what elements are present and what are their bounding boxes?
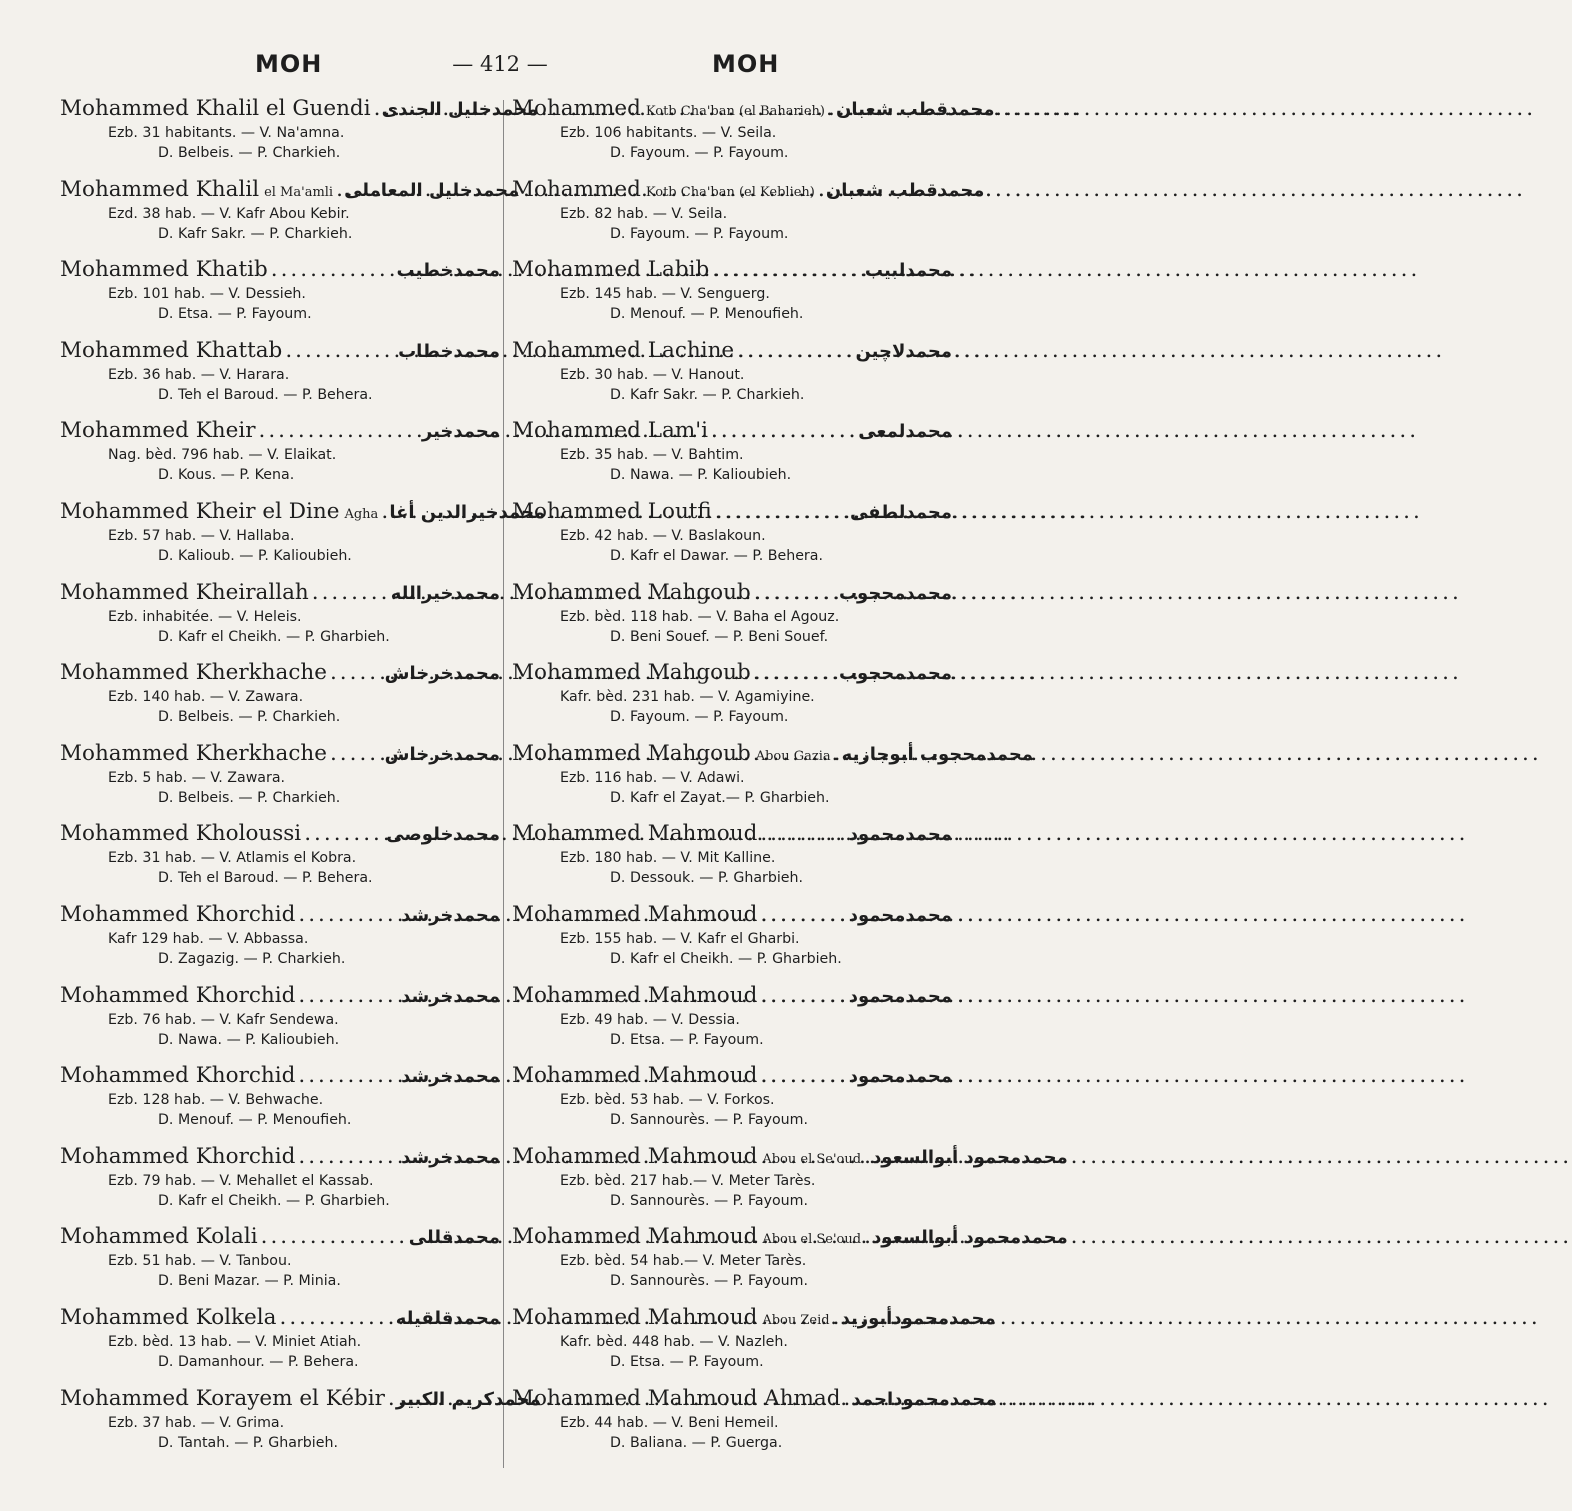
directory-entry (60, 1222, 500, 1303)
entry-locality-line: Ezb. 57 hab. — V. Hallaba. (108, 527, 295, 544)
entry-district-line: D. Kafr el Zayat.— P. Gharbieh. (610, 789, 830, 806)
directory-entry (60, 497, 546, 578)
directory-entry (60, 255, 500, 336)
entry-name-line (512, 94, 995, 123)
entry-arabic-name: محمدلاچين (855, 340, 952, 362)
dot-leader (381, 497, 387, 526)
entry-arabic-name: محمدلبيب (864, 260, 952, 282)
entry-locality-line: Kafr 129 hab. — V. Abbassa. (108, 930, 309, 947)
entry-name-line (60, 658, 500, 687)
entry-locality-line: Ezb. 76 hab. — V. Kafr Sendewa. (108, 1011, 339, 1028)
directory-entry (512, 416, 952, 497)
entry-district-line: D. Etsa. — P. Fayoum. (610, 1353, 764, 1370)
entry-arabic-name: محمدقللى (408, 1227, 500, 1249)
directory-entry (60, 336, 500, 417)
entry-name: Mohammed Kheir (60, 418, 256, 444)
entry-locality-line: Nag. bèd. 796 hab. — V. Elaikat. (108, 447, 337, 464)
entry-name-suffix: Abou Zeid (762, 1312, 830, 1328)
entry-name-suffix: Abou Gazia (755, 748, 831, 764)
entry-arabic-name: محمدخرخاش (384, 663, 500, 685)
dot-leader (312, 578, 389, 607)
entry-arabic-name: محمدكريم الكبير (395, 1388, 541, 1410)
entry-locality-line: Ezb. 128 hab. — V. Behwache. (108, 1092, 324, 1109)
dot-leader (715, 497, 848, 526)
entry-name-line (60, 981, 500, 1010)
directory-entry (60, 900, 500, 981)
dot-leader (388, 1384, 394, 1413)
entry-name-line (60, 255, 500, 284)
entry-locality-line: Kafr. bèd. 448 hab. — V. Nazleh. (560, 1333, 788, 1350)
entry-name-line (60, 497, 546, 526)
entry-name: Mohammed Khattab (60, 337, 283, 363)
directory-entry (60, 819, 500, 900)
directory-entry (512, 739, 1033, 820)
entry-locality-line: Ezb. bèd. 217 hab.— V. Meter Tarès. (560, 1172, 816, 1189)
entry-arabic-name: محمدقطب شعبان (825, 179, 985, 201)
entry-arabic-name: محمدخرشد (401, 1066, 500, 1088)
entry-arabic-name: محمدخرشد (401, 904, 500, 926)
entry-arabic-name: محمدمحمود أبوالسعود (872, 1227, 1068, 1249)
entry-name-suffix: el Ma'amli (264, 184, 334, 200)
entry-name: Mohammed Mahgoub (512, 740, 751, 766)
dot-leader (330, 658, 383, 687)
dot-leader (828, 94, 834, 123)
directory-entry (60, 1303, 500, 1384)
dot-leader (330, 739, 383, 768)
entry-locality-line: Ezb. 140 hab. — V. Zawara. (108, 689, 304, 706)
entry-name: Mohammed Mahmoud Ahmad (512, 1385, 841, 1411)
entry-name-line (512, 175, 985, 204)
entry-locality-line: Ezb. bèd. 13 hab. — V. Miniet Atiah. (108, 1333, 362, 1350)
dot-leader (259, 416, 420, 445)
entry-arabic-name: محمدمحجوب أبوجازيه (841, 743, 1033, 765)
entry-locality-line: Ezb. 82 hab. — V. Seila. (560, 205, 728, 222)
directory-entry (60, 1061, 500, 1142)
directory-entry (512, 175, 985, 256)
entry-name-line (60, 900, 500, 929)
entry-district-line: D. Kalioub. — P. Kalioubieh. (158, 547, 352, 564)
entry-name-line (512, 578, 952, 607)
entry-name: Mohammed Mahmoud (512, 982, 758, 1008)
entry-locality-line: Ezb. bèd. 54 hab.— V. Meter Tarès. (560, 1253, 807, 1270)
entry-name: Mohammed Khorchid (60, 901, 296, 927)
directory-entry (512, 1142, 1068, 1223)
entry-name: Mohammed Korayem el Kébir (60, 1385, 385, 1411)
entry-locality-line: Ezb. 30 hab. — V. Hanout. (560, 366, 745, 383)
directory-entry (512, 497, 952, 578)
right-column (512, 94, 1068, 1464)
directory-entry (512, 981, 952, 1062)
entry-name-line (512, 1061, 952, 1090)
entry-name: Mohammed (512, 176, 641, 202)
entry-name-line (512, 739, 1033, 768)
directory-entry (512, 1303, 996, 1384)
entry-name: Mohammed Kolali (60, 1224, 258, 1250)
entry-locality-line: Ezb. 35 hab. — V. Bahtim. (560, 447, 744, 464)
entry-name-line (60, 416, 500, 445)
entry-name-line (512, 416, 952, 445)
directory-entry (512, 1222, 1068, 1303)
entry-name: Mohammed Mahmoud (512, 901, 758, 927)
dot-leader (754, 658, 837, 687)
dot-leader (754, 578, 837, 607)
entry-arabic-name: محمدقطب شعبان (835, 99, 995, 120)
dot-leader (298, 981, 399, 1010)
directory-entry (60, 658, 500, 739)
entry-district-line: D. Sannourès. — P. Fayoum. (610, 1273, 808, 1290)
entry-name: Mohammed Mahmoud (512, 1143, 758, 1169)
entry-name: Mohammed Lachine (512, 337, 735, 363)
dot-leader (285, 336, 396, 365)
entry-name: Mohammed Loutfi (512, 498, 712, 524)
entry-arabic-name: محمدمحمود (848, 904, 952, 926)
dot-leader (760, 900, 846, 929)
running-head-left: MOH (255, 50, 323, 78)
entry-name: Mohammed Khalil el Guendi (60, 96, 371, 121)
entry-name: Mohammed Labib (512, 257, 710, 283)
page-header (0, 50, 1000, 84)
entry-name-line (60, 94, 539, 123)
entry-district-line: D. Kafr Sakr. — P. Charkieh. (610, 386, 805, 403)
directory-entry (60, 1142, 500, 1223)
directory-entry (60, 739, 500, 820)
directory-entry (512, 900, 952, 981)
entry-name-suffix: Abou el Se'oud (762, 1151, 862, 1167)
dot-leader (760, 819, 846, 848)
entry-arabic-name: محمدخيرالدين أغا (389, 501, 546, 523)
directory-entry (512, 255, 952, 336)
directory-entry (512, 336, 952, 417)
dot-leader (298, 1142, 399, 1171)
entry-name-line (512, 336, 952, 365)
entry-name: Mohammed Mahmoud (512, 821, 758, 847)
entry-name: Mohammed Khorchid (60, 1063, 296, 1089)
entry-name: Mohammed Kheirallah (60, 579, 309, 605)
directory-entry (60, 1384, 541, 1465)
page-number: — 412 — (452, 52, 548, 76)
entry-name-line (60, 739, 500, 768)
entry-name: Mohammed Mahmoud (512, 1063, 758, 1089)
entry-locality-line: Ezb. bèd. 118 hab. — V. Baha el Agouz. (560, 608, 840, 625)
entry-locality-line: Ezb. 31 habitants. — V. Na'amna. (108, 125, 345, 141)
entry-arabic-name: محمدخطاب (398, 340, 500, 362)
directory-entry (512, 658, 952, 739)
entry-name: Mohammed Mahmoud (512, 1304, 758, 1330)
directory-entry (60, 578, 500, 659)
entry-name: Mohammed Kolkela (60, 1304, 277, 1330)
entry-district-line: D. Belbeis. — P. Charkieh. (158, 145, 341, 161)
entry-name: Mohammed Khorchid (60, 1143, 296, 1169)
entry-locality-line: Ezb. 5 hab. — V. Zawara. (108, 769, 286, 786)
entry-name-line (60, 175, 520, 204)
entry-arabic-name: محمدخليل المعاملى (344, 179, 520, 201)
entry-district-line: D. Zagazig. — P. Charkieh. (158, 950, 346, 967)
entry-district-line: D. Sannourès. — P. Fayoum. (610, 1112, 808, 1129)
entry-district-line: D. Kafr Sakr. — P. Charkieh. (158, 225, 353, 242)
dot-leader (298, 900, 399, 929)
dot-leader (712, 255, 863, 284)
entry-locality-line: Ezb. 180 hab. — V. Mit Kalline. (560, 850, 776, 867)
entry-name: Mohammed Khatib (60, 257, 268, 283)
dot-leader (833, 1303, 839, 1332)
entry-name-line (512, 1384, 997, 1413)
entry-district-line: D. Baliana. — P. Guerga. (610, 1434, 783, 1451)
entry-name-suffix: Kotb Cha'ban (el Keblieh) (645, 184, 815, 200)
entry-district-line: D. Tantah. — P. Gharbieh. (158, 1434, 338, 1451)
entry-district-line: D. Fayoum. — P. Fayoum. (610, 709, 789, 726)
dot-leader (760, 1061, 846, 1090)
entry-district-line: D. Nawa. — P. Kalioubieh. (158, 1031, 340, 1048)
entry-district-line: D. Menouf. — P. Menoufieh. (158, 1112, 352, 1129)
entry-name-line (512, 819, 952, 848)
entry-name: Mohammed (512, 96, 641, 121)
entry-locality-line: Ezb. 49 hab. — V. Dessia. (560, 1011, 740, 1028)
entry-district-line: D. Menouf. — P. Menoufieh. (610, 306, 804, 323)
entry-name-line (512, 981, 952, 1010)
entry-name: Mohammed Kherkhache (60, 660, 327, 686)
directory-entry (512, 578, 952, 659)
entry-district-line: D. Etsa. — P. Fayoum. (610, 1031, 764, 1048)
entry-arabic-name: محمدمحمود (848, 985, 952, 1007)
running-head-right: MOH (712, 50, 780, 78)
entry-arabic-name: محمدلطفى (849, 501, 952, 523)
entry-locality-line: Ezb. 155 hab. — V. Kafr el Gharbi. (560, 930, 800, 947)
directory-entry (60, 981, 500, 1062)
entry-locality-line: Ezb. 44 hab. — V. Beni Hemeil. (560, 1414, 779, 1431)
entry-district-line: D. Beni Mazar. — P. Minia. (158, 1273, 341, 1290)
entry-district-line: D. Kafr el Cheikh. — P. Gharbieh. (158, 628, 390, 645)
entry-arabic-name: محمدخليل الجندى (381, 99, 539, 120)
entry-district-line: D. Damanhour. — P. Behera. (158, 1353, 359, 1370)
entry-locality-line: Ezb. 106 habitants. — V. Seila. (560, 125, 777, 141)
directory-entry (512, 94, 995, 175)
entry-arabic-name: محمدمحمود (848, 824, 952, 846)
entry-name: Mohammed Mahmoud (512, 1224, 758, 1250)
entry-district-line: D. Belbeis. — P. Charkieh. (158, 789, 341, 806)
directory-entry (60, 175, 520, 256)
entry-district-line: D. Teh el Baroud. — P. Behera. (158, 386, 373, 403)
entry-arabic-name: محمدخير (421, 421, 500, 443)
entry-district-line: D. Kafr el Cheikh. — P. Gharbieh. (158, 1192, 390, 1209)
entry-name: Mohammed Khalil (60, 176, 260, 202)
directory-entry (60, 416, 500, 497)
entry-name-line (60, 336, 500, 365)
entry-locality-line: Ezb. 79 hab. — V. Mehallet el Kassab. (108, 1172, 374, 1189)
dot-leader (844, 1384, 850, 1413)
entry-arabic-name: محمدمحمودأبوزيد (840, 1307, 996, 1329)
entry-name-line (512, 497, 952, 526)
entry-locality-line: Ezb. 36 hab. — V. Harara. (108, 366, 290, 383)
dot-leader (760, 981, 846, 1010)
entry-name-line (60, 1303, 500, 1332)
entry-name: Mohammed Mahgoub (512, 660, 751, 686)
entry-name-line (512, 1142, 1068, 1171)
entry-district-line: D. Nawa. — P. Kalioubieh. (610, 467, 792, 484)
entry-name-suffix: Abou el Se'oud (762, 1232, 862, 1248)
entry-arabic-name: محمدخرشد (401, 985, 500, 1007)
entry-locality-line: Ezb. 42 hab. — V. Baslakoun. (560, 527, 766, 544)
entry-locality-line: Ezb. 101 hab. — V. Dessieh. (108, 286, 306, 303)
entry-name-suffix: Agha (344, 506, 379, 522)
dot-leader (336, 175, 342, 204)
entry-arabic-name: محمدخيرالله (390, 582, 500, 604)
entry-arabic-name: محمدخرشد (401, 1146, 500, 1168)
entry-arabic-name: محمدخرخاش (384, 743, 500, 765)
entry-locality-line: Ezd. 38 hab. — V. Kafr Abou Kebir. (108, 205, 350, 222)
entry-name-line (512, 1222, 1068, 1251)
entry-district-line: D. Etsa. — P. Fayoum. (158, 306, 312, 323)
entry-arabic-name: محمدمحموداحمد (851, 1388, 997, 1410)
entry-locality-line: Ezb. 51 hab. — V. Tanbou. (108, 1253, 292, 1270)
entry-name-suffix: Kotb Cha'ban (el Baharieh) (645, 104, 825, 119)
dot-leader (864, 1142, 870, 1171)
directory-entry (512, 1384, 997, 1465)
entry-name: Mohammed Khorchid (60, 982, 296, 1008)
entry-name: Mohammed Mahgoub (512, 579, 751, 605)
entry-district-line: D. Kafr el Dawar. — P. Behera. (610, 547, 823, 564)
entry-locality-line: Ezb. 31 hab. — V. Atlamis el Kobra. (108, 850, 357, 867)
dot-leader (818, 175, 824, 204)
directory-entry (512, 819, 952, 900)
entry-name-line (60, 819, 500, 848)
dot-leader (261, 1222, 407, 1251)
entry-district-line: D. Belbeis. — P. Charkieh. (158, 709, 341, 726)
entry-name: Mohammed Kheir el Dine (60, 498, 340, 524)
entry-name: Mohammed Lam'i (512, 418, 708, 444)
entry-locality-line: Ezb. 37 hab. — V. Grima. (108, 1414, 285, 1431)
directory-entry (60, 94, 539, 175)
dot-leader (279, 1303, 393, 1332)
entry-name-line (60, 578, 500, 607)
entry-locality-line: Ezb. bèd. 53 hab. — V. Forkos. (560, 1092, 775, 1109)
entry-district-line: D. Teh el Baroud. — P. Behera. (158, 870, 373, 887)
dot-leader (298, 1061, 399, 1090)
dot-leader (864, 1222, 870, 1251)
entry-arabic-name: محمدخلوصى (386, 824, 500, 846)
entry-locality-line: Ezb. 145 hab. — V. Senguerg. (560, 286, 770, 303)
entry-name-line (512, 900, 952, 929)
entry-name-line (60, 1142, 500, 1171)
entry-district-line: D. Dessouk. — P. Gharbieh. (610, 870, 804, 887)
entry-district-line: D. Kous. — P. Kena. (158, 467, 295, 484)
entry-district-line: D. Beni Souef. — P. Beni Souef. (610, 628, 829, 645)
entry-name-line (60, 1222, 500, 1251)
entry-name: Mohammed Kherkhache (60, 740, 327, 766)
entry-name-line (512, 255, 952, 284)
entry-name: Mohammed Kholoussi (60, 821, 302, 847)
dot-leader (711, 416, 856, 445)
directory-entry (512, 1061, 952, 1142)
entry-arabic-name: محمدمحمود أبوالسعود (872, 1146, 1068, 1168)
entry-arabic-name: محمدلمعى (858, 421, 952, 443)
entry-locality-line: Ezb. inhabitée. — V. Heleis. (108, 608, 302, 625)
entry-locality-line: Ezb. 116 hab. — V. Adawi. (560, 769, 745, 786)
entry-arabic-name: محمدمحجوب (838, 582, 952, 604)
entry-name-line (60, 1384, 541, 1413)
dot-leader (271, 255, 395, 284)
dot-leader (304, 819, 384, 848)
entry-arabic-name: محمدمحمود (848, 1066, 952, 1088)
entry-locality-line: Kafr. bèd. 231 hab. — V. Agamiyine. (560, 689, 815, 706)
entry-district-line: D. Fayoum. — P. Fayoum. (610, 225, 789, 242)
entry-district-line: D. Kafr el Cheikh. — P. Gharbieh. (610, 950, 842, 967)
entry-arabic-name: محمدمحجوب (838, 663, 952, 685)
dot-leader (737, 336, 853, 365)
entry-district-line: D. Fayoum. — P. Fayoum. (610, 145, 789, 161)
entry-name-line (512, 1303, 996, 1332)
entry-arabic-name: محمدقلقيله (395, 1307, 500, 1329)
entry-name-line (512, 658, 952, 687)
left-column (60, 94, 546, 1464)
entry-arabic-name: محمدخطيب (396, 260, 500, 282)
dot-leader (374, 94, 380, 123)
column-divider (503, 100, 504, 1468)
dot-leader (834, 739, 840, 768)
entry-district-line: D. Sannourès. — P. Fayoum. (610, 1192, 808, 1209)
entry-name-line (60, 1061, 500, 1090)
